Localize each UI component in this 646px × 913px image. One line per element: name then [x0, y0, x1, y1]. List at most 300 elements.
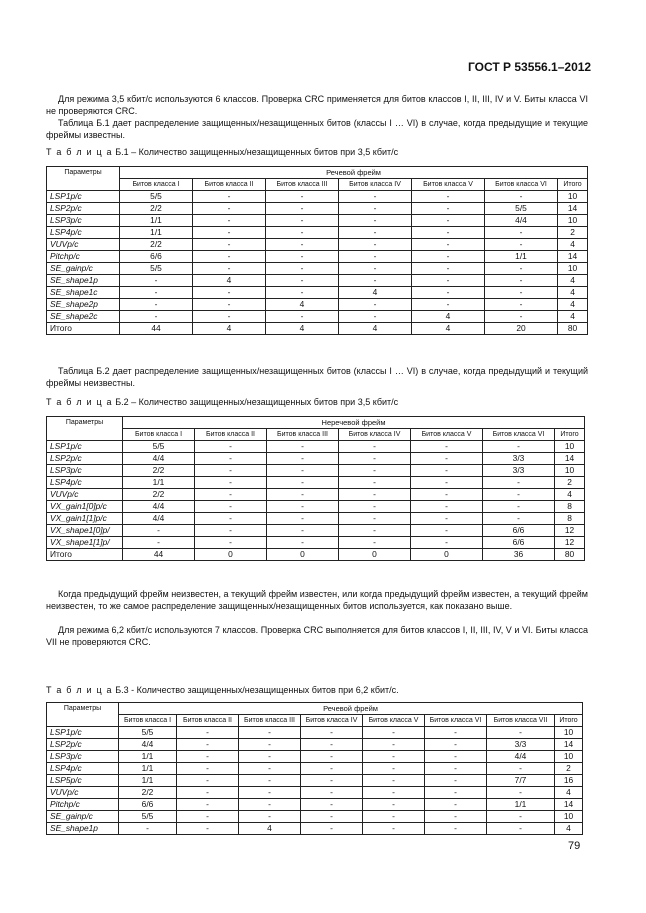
value-cell: -: [193, 251, 266, 263]
value-cell: -: [301, 811, 363, 823]
value-cell: -: [485, 191, 558, 203]
value-cell: -: [301, 799, 363, 811]
value-cell: -: [339, 465, 411, 477]
value-cell: 14: [558, 203, 588, 215]
value-cell: -: [193, 311, 266, 323]
value-cell: 10: [555, 441, 585, 453]
value-cell: 1/1: [485, 251, 558, 263]
value-cell: -: [239, 811, 301, 823]
value-cell: 14: [555, 799, 583, 811]
value-cell: -: [363, 811, 425, 823]
value-cell: -: [412, 203, 485, 215]
column-header: Битов класса III: [267, 429, 339, 441]
frame-type-header: Речевой фрейм: [119, 703, 583, 715]
value-cell: -: [363, 751, 425, 763]
value-cell: -: [267, 477, 339, 489]
value-cell: 4/4: [123, 501, 195, 513]
param-cell: LSP1p/c: [47, 441, 123, 453]
value-cell: 6/6: [483, 525, 555, 537]
table-row: [47, 275, 588, 287]
table-3-caption: Т а б л и ц а Б.3 - Количество защищенных/незащищенных битов при 6,2 кбит/с.: [46, 685, 399, 695]
table-1: [46, 166, 588, 335]
value-cell: -: [411, 441, 483, 453]
value-cell: 4: [266, 299, 339, 311]
value-cell: -: [266, 227, 339, 239]
value-cell: 4/4: [485, 215, 558, 227]
value-cell: -: [485, 263, 558, 275]
value-cell: -: [411, 453, 483, 465]
value-cell: 5/5: [119, 727, 177, 739]
value-cell: -: [485, 275, 558, 287]
value-cell: 4: [193, 275, 266, 287]
value-cell: 2/2: [120, 239, 193, 251]
table-row: [47, 299, 588, 311]
value-cell: -: [266, 311, 339, 323]
param-cell: LSP1p/c: [47, 727, 119, 739]
value-cell: -: [412, 239, 485, 251]
paragraph-1: Для режима 3,5 кбит/с используются 6 классов. Проверка CRC применяется для битов классов I, II, III, IV и V. Биты класса VI не проверяются CRC.: [46, 94, 588, 116]
value-cell: 4: [266, 323, 339, 335]
param-header: Параметры: [47, 417, 123, 441]
value-cell: -: [301, 823, 363, 835]
value-cell: -: [177, 775, 239, 787]
value-cell: -: [412, 263, 485, 275]
table-row: [47, 311, 588, 323]
value-cell: -: [120, 299, 193, 311]
table-row: [47, 811, 583, 823]
table-header-row: [47, 703, 583, 715]
value-cell: 20: [485, 323, 558, 335]
value-cell: 5/5: [120, 191, 193, 203]
value-cell: -: [363, 763, 425, 775]
value-cell: 1/1: [120, 227, 193, 239]
value-cell: 44: [123, 549, 195, 561]
value-cell: -: [339, 263, 412, 275]
paragraph-3: Таблица Б.2 дает распределение защищенных/незащищенных битов (классы I … VI) в случае, когда предыдущий и текущий фреймы неизвестны.: [46, 366, 588, 388]
value-cell: 4: [558, 275, 588, 287]
value-cell: 5/5: [120, 263, 193, 275]
value-cell: 4: [339, 323, 412, 335]
value-cell: 1/1: [119, 775, 177, 787]
value-cell: -: [195, 501, 267, 513]
table-row: [47, 215, 588, 227]
value-cell: -: [193, 299, 266, 311]
value-cell: -: [267, 513, 339, 525]
value-cell: 44: [120, 323, 193, 335]
value-cell: 2/2: [123, 489, 195, 501]
value-cell: -: [195, 489, 267, 501]
value-cell: -: [339, 525, 411, 537]
value-cell: -: [411, 501, 483, 513]
value-cell: -: [339, 453, 411, 465]
param-cell: SE_shape2p: [47, 299, 120, 311]
value-cell: -: [195, 453, 267, 465]
paragraph-5: Для режима 6,2 кбит/с используются 7 классов. Проверка CRC выполняется для битов классов I, II, III, IV, V и VI. Биты класса VII не проверяются CRC.: [46, 625, 588, 647]
value-cell: -: [193, 287, 266, 299]
column-header: Битов класса VI: [425, 715, 487, 727]
value-cell: -: [239, 727, 301, 739]
value-cell: -: [193, 263, 266, 275]
value-cell: 1/1: [119, 763, 177, 775]
param-cell: LSP2p/c: [47, 453, 123, 465]
param-cell: LSP3p/c: [47, 751, 119, 763]
value-cell: 36: [483, 549, 555, 561]
value-cell: -: [177, 763, 239, 775]
param-cell: LSP4p/c: [47, 227, 120, 239]
value-cell: -: [266, 239, 339, 251]
table-subheader-row: [47, 179, 588, 191]
value-cell: -: [485, 287, 558, 299]
column-header: Битов класса V: [411, 429, 483, 441]
param-cell: SE_gainp/c: [47, 811, 119, 823]
value-cell: -: [487, 787, 555, 799]
value-cell: -: [487, 811, 555, 823]
table-header-row: [47, 167, 588, 179]
table-2-caption: Т а б л и ц а Б.2 – Количество защищенных/незащищенных битов при 3,5 кбит/с: [46, 397, 399, 407]
param-cell: LSP4p/c: [47, 763, 119, 775]
value-cell: 10: [555, 751, 583, 763]
value-cell: -: [425, 727, 487, 739]
value-cell: 1/1: [487, 799, 555, 811]
value-cell: 0: [267, 549, 339, 561]
value-cell: -: [483, 477, 555, 489]
value-cell: 10: [555, 465, 585, 477]
value-cell: -: [195, 537, 267, 549]
param-cell: Pitchp/c: [47, 799, 119, 811]
table-row: [47, 787, 583, 799]
value-cell: -: [339, 537, 411, 549]
column-header: Битов класса IV: [301, 715, 363, 727]
value-cell: 12: [555, 537, 585, 549]
table-row: [47, 727, 583, 739]
value-cell: 3/3: [483, 453, 555, 465]
value-cell: -: [339, 203, 412, 215]
param-cell: Итого: [47, 549, 123, 561]
table-header-row: [47, 417, 585, 429]
value-cell: -: [425, 763, 487, 775]
value-cell: -: [239, 739, 301, 751]
table-row: [47, 823, 583, 835]
column-header: Битов класса I: [119, 715, 177, 727]
value-cell: -: [123, 525, 195, 537]
value-cell: -: [363, 787, 425, 799]
table-row: [47, 799, 583, 811]
value-cell: -: [411, 489, 483, 501]
value-cell: -: [339, 251, 412, 263]
value-cell: 10: [558, 263, 588, 275]
value-cell: -: [267, 501, 339, 513]
column-header: Битов класса I: [123, 429, 195, 441]
value-cell: -: [411, 477, 483, 489]
value-cell: -: [301, 739, 363, 751]
value-cell: 4: [555, 489, 585, 501]
value-cell: -: [485, 311, 558, 323]
value-cell: -: [363, 739, 425, 751]
value-cell: -: [266, 263, 339, 275]
value-cell: -: [485, 299, 558, 311]
column-header: Битов класса I: [120, 179, 193, 191]
param-cell: LSP3p/c: [47, 215, 120, 227]
value-cell: -: [195, 477, 267, 489]
value-cell: -: [119, 823, 177, 835]
value-cell: -: [483, 501, 555, 513]
value-cell: -: [483, 513, 555, 525]
column-header: Битов класса VI: [485, 179, 558, 191]
table-row: [47, 251, 588, 263]
table-row: [47, 239, 588, 251]
table-row: [47, 203, 588, 215]
column-header: Битов класса V: [363, 715, 425, 727]
value-cell: -: [339, 441, 411, 453]
column-header: Битов класса IV: [339, 429, 411, 441]
value-cell: -: [485, 239, 558, 251]
value-cell: -: [267, 537, 339, 549]
value-cell: 0: [195, 549, 267, 561]
param-cell: SE_shape1p: [47, 275, 120, 287]
value-cell: 4/4: [123, 453, 195, 465]
value-cell: -: [267, 453, 339, 465]
value-cell: -: [239, 775, 301, 787]
value-cell: -: [483, 441, 555, 453]
value-cell: 4/4: [487, 751, 555, 763]
param-cell: VX_shape1[1]p/: [47, 537, 123, 549]
table-2: [46, 416, 585, 561]
value-cell: 2: [555, 763, 583, 775]
table-row: [47, 227, 588, 239]
column-header: Битов класса VI: [483, 429, 555, 441]
value-cell: -: [267, 489, 339, 501]
value-cell: -: [239, 763, 301, 775]
value-cell: -: [177, 751, 239, 763]
value-cell: -: [193, 239, 266, 251]
table-row: [47, 525, 585, 537]
value-cell: 14: [555, 453, 585, 465]
value-cell: 0: [411, 549, 483, 561]
value-cell: -: [363, 823, 425, 835]
param-cell: LSP3p/c: [47, 465, 123, 477]
value-cell: 0: [339, 549, 411, 561]
table-row: [47, 751, 583, 763]
param-cell: LSP4p/c: [47, 477, 123, 489]
value-cell: -: [339, 489, 411, 501]
table-subheader-row: [47, 429, 585, 441]
value-cell: 14: [555, 739, 583, 751]
param-cell: LSP2p/c: [47, 739, 119, 751]
value-cell: 8: [555, 501, 585, 513]
value-cell: -: [239, 799, 301, 811]
value-cell: -: [266, 191, 339, 203]
value-cell: 10: [555, 811, 583, 823]
table-row: [47, 465, 585, 477]
value-cell: 1/1: [119, 751, 177, 763]
value-cell: -: [267, 525, 339, 537]
param-cell: LSP5p/c: [47, 775, 119, 787]
value-cell: 6/6: [119, 799, 177, 811]
value-cell: 7/7: [487, 775, 555, 787]
value-cell: 4: [412, 311, 485, 323]
value-cell: 1/1: [123, 477, 195, 489]
value-cell: -: [120, 287, 193, 299]
param-header: Параметры: [47, 703, 119, 727]
param-cell: VUVp/c: [47, 489, 123, 501]
column-header: Битов класса III: [239, 715, 301, 727]
value-cell: -: [339, 311, 412, 323]
column-header: Битов класса V: [412, 179, 485, 191]
value-cell: -: [412, 287, 485, 299]
column-header: Битов класса III: [266, 179, 339, 191]
value-cell: -: [267, 441, 339, 453]
param-header: Параметры: [47, 167, 120, 191]
param-cell: LSP2p/c: [47, 203, 120, 215]
value-cell: -: [487, 823, 555, 835]
page-number: 79: [568, 840, 581, 852]
value-cell: 5/5: [485, 203, 558, 215]
value-cell: -: [425, 823, 487, 835]
value-cell: 10: [558, 215, 588, 227]
value-cell: -: [266, 251, 339, 263]
value-cell: -: [177, 823, 239, 835]
value-cell: -: [411, 465, 483, 477]
value-cell: -: [266, 287, 339, 299]
table-row: [47, 489, 585, 501]
value-cell: 14: [558, 251, 588, 263]
value-cell: -: [339, 191, 412, 203]
table-row: [47, 263, 588, 275]
table-3: [46, 702, 583, 835]
value-cell: -: [425, 787, 487, 799]
value-cell: 2: [555, 477, 585, 489]
value-cell: -: [193, 227, 266, 239]
param-cell: SE_shape1c: [47, 287, 120, 299]
value-cell: -: [193, 215, 266, 227]
value-cell: 5/5: [123, 441, 195, 453]
value-cell: -: [487, 727, 555, 739]
value-cell: -: [301, 763, 363, 775]
value-cell: -: [195, 525, 267, 537]
value-cell: 6/6: [120, 251, 193, 263]
param-cell: Pitchp/c: [47, 251, 120, 263]
column-header: Битов класса VII: [487, 715, 555, 727]
param-cell: VX_gain1[0]p/c: [47, 501, 123, 513]
value-cell: -: [177, 787, 239, 799]
column-header: Битов класса IV: [339, 179, 412, 191]
param-cell: SE_shape1p: [47, 823, 119, 835]
table-row: [47, 191, 588, 203]
value-cell: -: [412, 251, 485, 263]
value-cell: -: [339, 227, 412, 239]
value-cell: 4: [239, 823, 301, 835]
value-cell: -: [412, 299, 485, 311]
value-cell: 2/2: [120, 203, 193, 215]
table-row: [47, 549, 585, 561]
value-cell: -: [177, 727, 239, 739]
value-cell: 2/2: [119, 787, 177, 799]
column-header: Итого: [555, 715, 583, 727]
value-cell: 5/5: [119, 811, 177, 823]
table-row: [47, 501, 585, 513]
table-row: [47, 323, 588, 335]
column-header: Итого: [558, 179, 588, 191]
table-row: [47, 739, 583, 751]
value-cell: 4: [193, 323, 266, 335]
value-cell: -: [120, 311, 193, 323]
paragraph-2: Таблица Б.1 дает распределение защищенных/незащищенных битов (классы I … VI) в случае, когда предыдущие и текущие фреймы известны.: [46, 118, 588, 140]
value-cell: 6/6: [483, 537, 555, 549]
frame-type-header: Речевой фрейм: [120, 167, 588, 179]
value-cell: -: [339, 239, 412, 251]
value-cell: -: [425, 751, 487, 763]
value-cell: -: [363, 727, 425, 739]
value-cell: -: [411, 537, 483, 549]
frame-type-header: Неречевой фрейм: [123, 417, 585, 429]
value-cell: -: [411, 525, 483, 537]
value-cell: 80: [558, 323, 588, 335]
column-header: Битов класса II: [195, 429, 267, 441]
param-cell: VX_gain1[1]p/c: [47, 513, 123, 525]
value-cell: -: [339, 299, 412, 311]
value-cell: -: [195, 465, 267, 477]
param-cell: VUVp/c: [47, 239, 120, 251]
table-row: [47, 537, 585, 549]
value-cell: -: [301, 727, 363, 739]
value-cell: -: [266, 215, 339, 227]
value-cell: -: [177, 739, 239, 751]
param-cell: LSP1p/c: [47, 191, 120, 203]
param-cell: VX_shape1[0]p/: [47, 525, 123, 537]
value-cell: 4: [412, 323, 485, 335]
value-cell: -: [339, 501, 411, 513]
value-cell: -: [485, 227, 558, 239]
value-cell: -: [177, 799, 239, 811]
table-1-caption: Т а б л и ц а Б.1 – Количество защищенных/незащищенных битов при 3,5 кбит/с: [46, 147, 399, 157]
value-cell: 10: [555, 727, 583, 739]
value-cell: 4/4: [119, 739, 177, 751]
value-cell: 1/1: [120, 215, 193, 227]
value-cell: -: [339, 275, 412, 287]
table-row: [47, 775, 583, 787]
value-cell: 80: [555, 549, 585, 561]
column-header: Итого: [555, 429, 585, 441]
value-cell: 4: [339, 287, 412, 299]
table-row: [47, 453, 585, 465]
table-subheader-row: [47, 715, 583, 727]
value-cell: -: [193, 191, 266, 203]
table-row: [47, 513, 585, 525]
value-cell: 4: [555, 787, 583, 799]
document-header: ГОСТ Р 53556.1–2012: [468, 60, 592, 74]
value-cell: -: [120, 275, 193, 287]
value-cell: 12: [555, 525, 585, 537]
value-cell: -: [339, 513, 411, 525]
value-cell: -: [363, 775, 425, 787]
value-cell: -: [195, 441, 267, 453]
value-cell: 4: [555, 823, 583, 835]
value-cell: 3/3: [487, 739, 555, 751]
value-cell: 3/3: [483, 465, 555, 477]
table-row: [47, 441, 585, 453]
value-cell: -: [195, 513, 267, 525]
table-row: [47, 477, 585, 489]
value-cell: -: [411, 513, 483, 525]
column-header: Битов класса II: [193, 179, 266, 191]
value-cell: 4: [558, 311, 588, 323]
value-cell: -: [267, 465, 339, 477]
value-cell: -: [301, 787, 363, 799]
value-cell: 10: [558, 191, 588, 203]
value-cell: -: [239, 787, 301, 799]
value-cell: -: [301, 751, 363, 763]
value-cell: -: [412, 215, 485, 227]
